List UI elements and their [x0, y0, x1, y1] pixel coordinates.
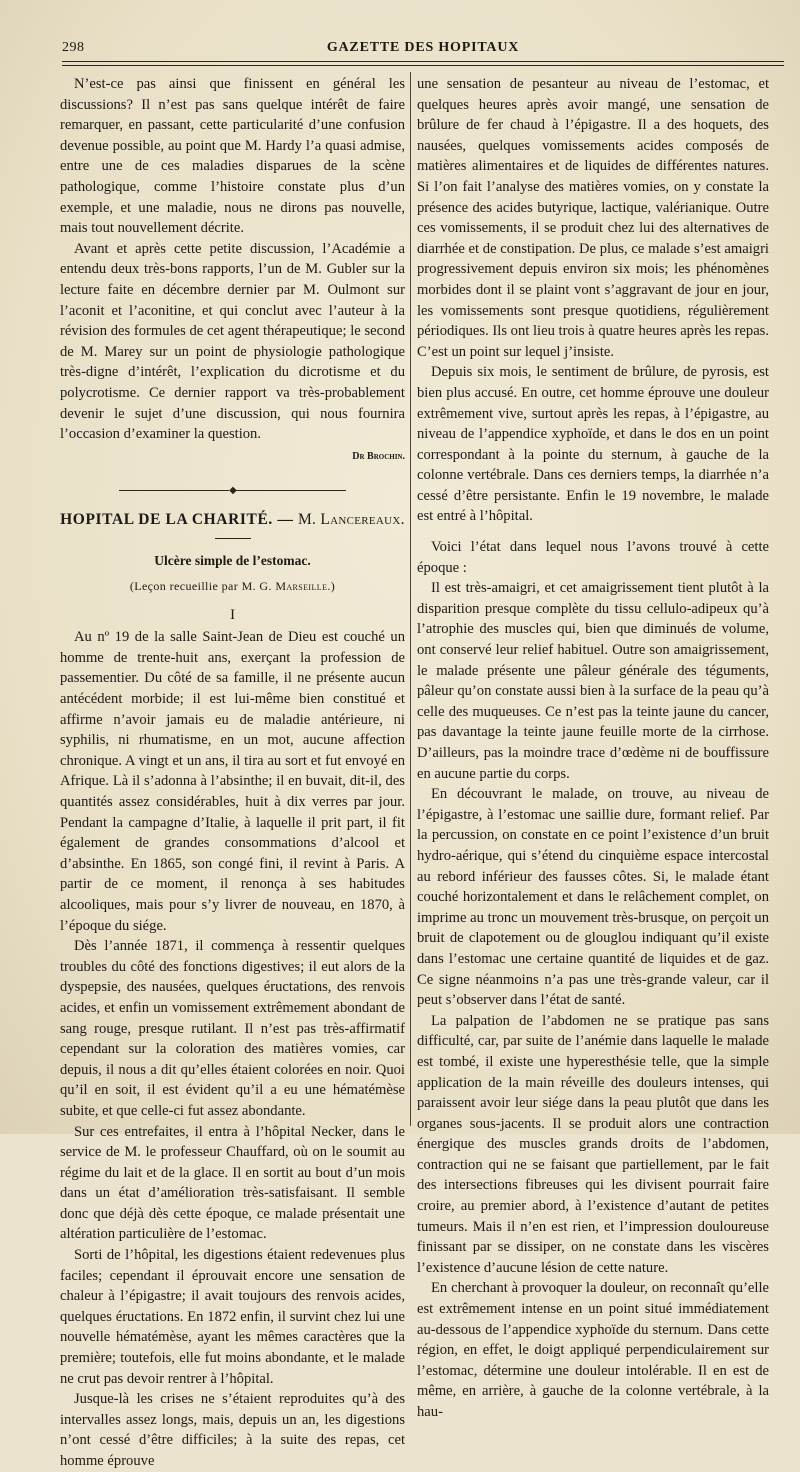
right-column: [417, 74, 769, 1420]
paragraph: N’est-ce pas ainsi que finissent en général les discussions? Il n’est pas sans quelque intérêt de faire remarquer, en passant, cette particularité d’une confusion devenue possible, au point que M. Hardy l’a quasi admise, entre une de ces maladies disparues de la scène pathologique, comme l’histoire constate plus d’un exemple, et une maladie, nous ne dirons pas nouvelle, mais tout nouvellement décrite.: [60, 76, 405, 237]
page-header: [62, 38, 784, 58]
header-rule-bottom: [62, 65, 784, 66]
author-signature: Dr Brochin.: [352, 450, 405, 462]
paragraph: Au nº 19 de la salle Saint-Jean de Dieu est couché un homme de trente-huit ans, exerçant la profession de passementier. Du côté de sa famille, il ne présente aucun antécédent morbide; il est lui-même bien constitué et affirme n’avoir jamais eu de maladie antérieure, ni syphilis, ni rhumatisme, en un mot, aucune affection chronique. A vingt et un ans, il tira au sort et fut envoyé en Afrique. Là il s’adonna à l’absinthe; il en buvait, dit-il, des quantités assez considérables, huit à dix verres par jour. Pendant la campagne d’Italie, à laquelle il prit part, il fit également de grandes consommations d’alcool et d’absinthe. En 1865, son congé fini, il revint à Paris. A partir de ce moment, il renonça à ses habitudes alcooliques, mais pour s’y livrer de nouveau, en 1870, à l’époque du siége.: [60, 629, 405, 934]
article-subtitle-close: ): [330, 579, 336, 594]
paragraph: La palpation de l’abdomen ne se pratique pas sans difficulté, car, par suite de l’anémie dans laquelle le malade est tombé, il existe une hyperesthésie telle, que la simple application de la main réveille des douleurs intenses, qui paraissent avoir leur siége dans la peau plutôt que dans les organes sous-jacents. Il se produit alors une contraction énergique des muscles grands droits de l’abdomen, contraction qui ne se faisant que partiellement, par le fait des intersections fibreuses qui les divisent pourrait faire croire, au premier abord, à l’existence d’autant de petites tumeurs. Mais il n’en est rien, et l’impression douloureuse finissant par se dissiper, on ne constate dans les viscères l’existence d’aucune lésion de cette nature.: [417, 1012, 769, 1276]
section-number: I: [230, 606, 235, 623]
paragraph: Il est très-amaigri, et cet amaigrissement tient plutôt à la disparition presque complète du tissu cellulo-adipeux qu’à l’atrophie des muscles qui, bien que diminués de volume, ont conservé leur relief habituel. Outre son amaigrissement, le malade présente une pâleur générale des téguments, pâleur qu’on constate aussi bien à la surface de la peau qu’à celle des muqueuses. Ce n’est pas la teinte jaune du cancer, pas davantage la teinte jaune feuille morte de la cirrhose. D’ailleurs, pas la moindre trace d’œdème ni de bouffissure en aucune partie du corps.: [417, 580, 769, 782]
paragraph: Voici l’état dans lequel nous l’avons trouvé à cette époque :: [417, 539, 769, 576]
section-separator: ◆: [60, 481, 405, 502]
short-rule: [215, 538, 251, 539]
column-divider: [410, 72, 411, 1126]
page-number: 298: [62, 40, 85, 55]
header-rule-top: [62, 61, 784, 62]
paragraph: Dès l’année 1871, il commença à ressentir quelques troubles du côté des fonctions digestives; il eut alors de la dyspepsie, des nausées, quelques éructations, des renvois acides, et enfin un vomissement extrêmement abondant de sang rouge, presque rutilant. Il n’est pas très-affirmatif cependant sur la coloration des matières vomies, car depuis, il nous a dit qu’elles étaient colorées en noir. Quoi qu’il en soit, il est évident qu’il a eu une hématémèse subite, et que celle-ci fut assez abondante.: [60, 938, 405, 1119]
paragraph: Depuis six mois, le sentiment de brûlure, de pyrosis, est bien plus accusé. En outre, cet homme éprouve une douleur extrêmement vive, surtout après les repas, à l’épigastre, au niveau de l’appendice xyphoïde, et dans le dos en un point correspondant à la pointe du sternum, à gauche de la colonne vertébrale. Dans ces derniers temps, la diarrhée n’a cessé d’être persistante. Enfin le 19 novembre, le malade est entré à l’hôpital.: [417, 364, 769, 525]
paragraph: Jusque-là les crises ne s’étaient reproduites qu’à des intervalles assez longs, mais, depuis un an, les digestions n’ont cessé d’être difficiles; à la suite des repas, cet homme éprouve: [60, 1391, 405, 1469]
signature-line: [60, 445, 405, 468]
section-author: M. Lancereaux.: [297, 510, 405, 528]
hospital-name: HOPITAL DE LA CHARITÉ. —: [60, 510, 294, 528]
paragraph: Sorti de l’hôpital, les digestions étaient redevenues plus faciles; cependant il éprouvait encore une sensation de chaleur à l’épigastre; il avait toujours des renvois acides, quelques éructations. En 1872 enfin, il survint chez lui une nouvelle hématémèse, ayant les mêmes caractères que la première; toutefois, elle fut moins abondante, et le malade ne crut pas devoir rentrer à l’hôpital.: [60, 1247, 405, 1387]
article-subtitle-text: (Leçon recueillie par M. G.: [129, 579, 272, 594]
article-subtitle-name: Marseille.: [275, 579, 331, 594]
section-heading: [60, 510, 405, 531]
journal-title: GAZETTE DES HOPITAUX: [326, 40, 520, 55]
left-column: [60, 74, 405, 1469]
paragraph: une sensation de pesanteur au niveau de l’estomac, et quelques heures après avoir mangé, une sensation de brûlure de fer chaud à l’épigastre. Il a des hoquets, des nausées, quelques vomissements acides composés de matières alimentaires et de liquides de différentes natures. Si l’on fait l’analyse des matières vomies, on y constate la présence des acides butyrique, lactique, valérianique. Outre ces vomissements, il se produit chez lui des alternatives de diarrhée et de constipation. De plus, ce malade s’est amaigri progressivement depuis environ six mois; les phénomènes morbides dont il se plaint vont s’aggravant de jour en jour, les vomissements sont presque quotidiens, régulièrement périodiques. Ils ont lieu trois à quatre heures après les repas. C’est un point sur lequel j’insiste.: [417, 76, 769, 360]
paragraph: En découvrant le malade, on trouve, au niveau de l’épigastre, à l’estomac une saillie dure, formant relief. Par la percussion, on constate en ce point l’existence d’un bruit hydro-aérique, qui s’étend du cinquième espace intercostal au rebord inférieur des fausses côtes. Si, le malade étant couché horizontalement et dans le relâchement complet, on imprime au tronc un mouvement très-brusque, on perçoit un bruit de clapotement ou de glouglou indiquant qu’il existe dans l’estomac une certaine quantité de liquides et de gaz. Ce signe néanmoins n’a pas une très-grande valeur, car il peut s’observer dans l’état de santé.: [417, 786, 769, 1009]
article-subtitle: [60, 576, 405, 597]
paragraph: Avant et après cette petite discussion, l’Académie a entendu deux très-bons rapports, l’un de M. Gubler sur la lecture faite en décembre dernier par M. Oulmont sur l’aconit et l’aconitine, et qui conclut avec l’auteur à la révision des formules de cet agent thérapeutique; le second de M. Marey sur un point de physiologie pathologique très-digne d’intérêt, l’explication du dicrotisme et du polycrotisme. Ce dernier rapport va très-probablement devenir le sujet d’une discussion, qui nous fournira l’occasion d’examiner la question.: [60, 240, 405, 443]
paragraph: En cherchant à provoquer la douleur, on reconnaît qu’elle est extrêmement intense en un point situé immédiatement au-dessous de l’appendice xyphoïde du sternum. Dans cette région, en effet, le doigt appliqué perpendiculairement sur l’estomac, détermine une douleur intolérable. Il en est de même, en arrière, à gauche de la colonne vertébrale, à la hau-: [417, 1280, 769, 1420]
article-title: Ulcère simple de l’estomac.: [154, 553, 311, 569]
paragraph: Sur ces entrefaites, il entra à l’hôpital Necker, dans le service de M. le professeur Chauffard, où on le soumit au régime du lait et de la glace. Il en sortit au bout d’un mois dans un état d’amélioration très-satisfaisant. Il semble donc que déjà dès cette époque, ce malade présentait une altération particulière de l’estomac.: [60, 1123, 405, 1243]
